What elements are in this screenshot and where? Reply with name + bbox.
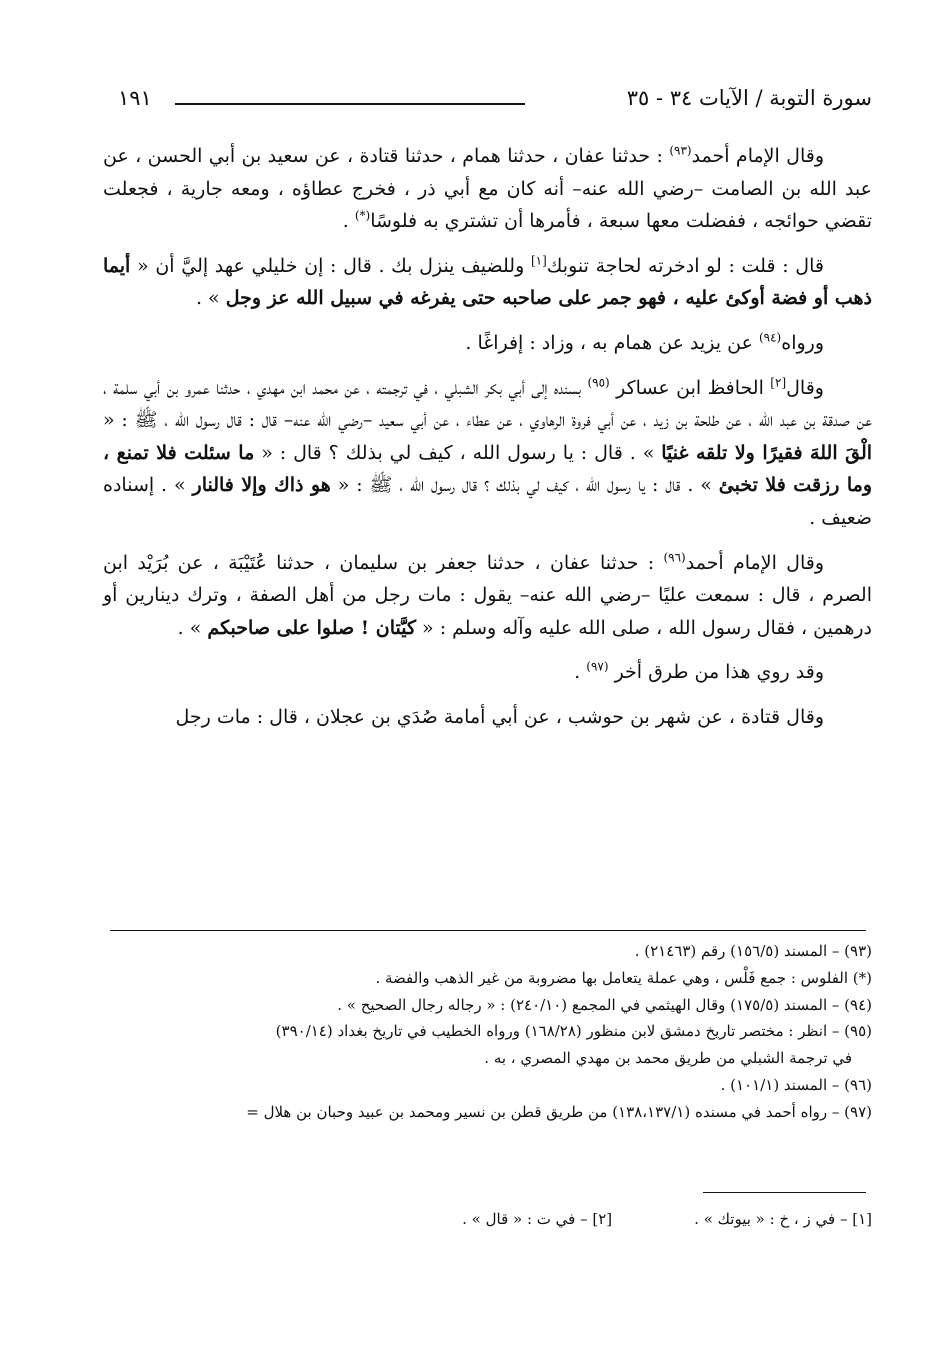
header-rule [175,103,525,105]
p4-hadith-bold-2: ما سئلت فلا تمنع ، وما رزقت فلا تخبئ [103,441,872,497]
footnote-ref-97[interactable]: (٩٧) [586,659,609,674]
p3-text-b: عن يزيد عن همام به ، وزاد : إفراغًا . [465,331,759,354]
running-header-title: سورة التوبة / الآيات ٣٤ - ٣٥ [626,86,872,110]
editorial-note-1: [١] – في ز ، خ : « بيوتك » . [694,1210,872,1228]
p2-text-c: » . [195,287,226,310]
main-text [103,140,872,746]
footnote-95-continued: في ترجمة الشبلي من طريق محمد بن مهدي المصري ، به . [484,1049,852,1068]
p4-text-d: » . قال : يا رسول الله ، كيف لي بذلك ؟ قال : « [254,441,662,464]
p4-text-f: » . إسناده ضعيف . [103,474,872,529]
footnote-ref-star[interactable]: (*) [354,208,371,223]
p5-text-a: وقال الإمام أحمد [685,551,824,574]
footnote-97: (٩٧) – رواه أحمد في مسنده (١٣٨،١٣٧/١) من طريق قطن بن نسير ومحمد بن عبيد وحبان بن هلال = [246,1102,872,1121]
page-number: ١٩١ [118,86,152,110]
p4-text-e: » . قال : يا رسول الله ، كيف لي بذلك ؟ قال رسول الله ، ﷺ : « [330,474,719,497]
editorial-notes-rule [703,1192,866,1193]
paragraph-2 [103,250,872,315]
footnote-star: (*) الفلوس : جمع فَلْس ، وهي عملة يتعامل بها مضروبة من غير الذهب والفضة . [375,968,872,987]
paragraph-1 [103,140,872,238]
footnote-95: (٩٥) – انظر : مختصر تاريخ دمشق لابن منظور (١٦٨/٢٨) ورواه الخطيب في تاريخ بغداد (٣٩٠/١٤) [275,1022,872,1041]
paragraph-4 [103,372,872,535]
note-ref-1[interactable]: [١] [530,253,547,268]
p2-text-a: قال : قلت : لو ادخرته لحاجة تنوبك [546,254,824,277]
paragraph-6 [103,656,872,689]
paragraph-7 [103,701,872,734]
paragraph-5 [103,547,872,645]
footnote-ref-94[interactable]: (٩٤) [758,330,782,345]
p5-text-b: : حدثنا عفان ، حدثنا جعفر بن سليمان ، حدثنا عُتَيْبَة ، عن بُرَيْد ابن الصرم ، قال : سمعت عليًا –رضي الله عنه– يقول : مات رجل من أهل الصفة ، وترك دينارين أو درهمين ، فقال رسول الله ، صلى الله عليه وآله وسلم : « [103,551,872,639]
p5-hadith-bold: كيَّتان ! صلوا على صاحبكم [207,616,416,639]
footnote-93: (٩٣) – المسند (١٥٦/٥) رقم (٢١٤٦٣) . [634,942,872,960]
p5-text-c: » . [177,616,208,639]
p2-text-b: وللضيف ينزل بك . قال : إن خليلي عهد إليَّ أن « [130,254,531,277]
p1-text-b: : حدثنا عفان ، حدثنا همام ، حدثنا قتادة ، عن سعيد بن أبي الحسن ، عن عبد الله بن الصامت –رضي الله عنه– أنه كان مع أبي ذر ، فخرج عطاؤه ، ومعه جارية ، فجعلت تقضي حوائجه ، ففضلت معها سبعة ، فأمرها أن تشتري به فلوسًا [103,145,872,233]
p1-text-a: وقال الإمام أحمد [691,145,824,167]
paragraph-3 [103,327,872,360]
p1-text-c: . [342,210,355,233]
p4-hadith-bold-3: هو ذاك وإلا فالنار [192,474,331,497]
footnote-ref-95[interactable]: (٩٥) [587,375,610,390]
note-ref-2[interactable]: [٢] [770,375,787,390]
footnote-94: (٩٤) – المسند (١٧٥/٥) وقال الهيثمي في المجمع (٢٤٠/١٠) : « رجاله رجال الصحيح » . [337,995,872,1014]
footnote-ref-96[interactable]: (٩٦) [663,550,686,565]
p4-text-a: وقال [786,376,824,399]
p4-text-b: الحافظ ابن عساكر [609,376,771,399]
footnote-96: (٩٦) – المسند (١٠١/١) . [720,1075,872,1094]
footnote-ref-93[interactable]: (٩٣) [669,143,692,158]
p4-hadith-bold-1: الْقَ اللهَ فقيرًا ولا تلقه غنيًا [661,441,873,464]
p6-text-b: . [574,661,587,684]
footnotes-rule [110,930,866,931]
p2-hadith-bold: أيما ذهب أو فضة أوكئ عليه ، فهو جمر على صاحبه حتى يفرغه في سبيل الله عز وجل [103,254,872,310]
p4-text-c: بسنده إلى أبي بكر الشبلي ، في ترجمته ، عن محمد ابن مهدي ، حدثنا عمرو بن أبي سلمة ، عن صدقة بن عبد الله ، عن طلحة بن زيد ، عن أبي فروة الرهاوي ، عن عطاء ، عن أبي سعيد –رضي الله عنه– قال : قال رسول الله ، ﷺ : « [103,376,872,432]
editorial-note-2: [٢] – في ت : « قال » . [462,1210,613,1228]
editorial-notes [380,1210,872,1228]
footnotes [103,938,872,1126]
p7-text-a: وقال قتادة ، عن شهر بن حوشب ، عن أبي أمامة صُدَي بن عجلان ، قال : مات رجل [175,705,824,728]
p6-text-a: وقد روي هذا من طرق أخر [608,661,824,684]
p3-text-a: ورواه [781,331,824,354]
